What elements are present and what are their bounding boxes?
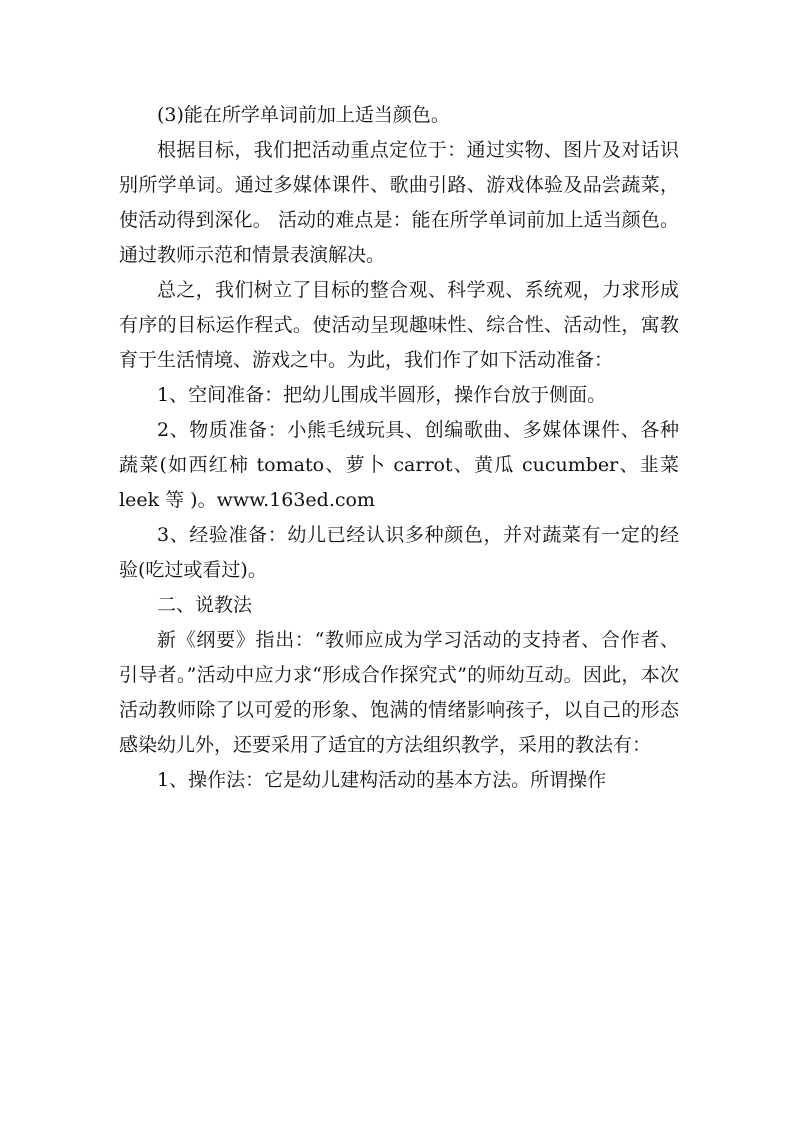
paragraph-guidelines: 新《纲要》指出：“教师应成为学习活动的支持者、合作者、引导者。”活动中应力求“形成合作探究式”的师幼互动。因此，本次活动教师除了以可爱的形象、饱满的情绪影响孩子，以自己的形态感染幼儿外，还要采用了适宜的方法组织教学，采用的教法有： [119,629,679,756]
paragraph-goal-3: (3)能在所学单词前加上适当颜色。 [157,104,450,126]
section-heading-teaching-methods: 二、说教法 [157,594,253,616]
paragraph-material-preparation: 2、物质准备：小熊毛绒玩具、创编歌曲、多媒体课件、各种蔬菜(如西红柿 tomato、萝卜 carrot、黄瓜 cucumber、韭菜 leek 等 )。www.163ed.com [119,419,679,511]
paragraph-operation-method: 1、操作法：它是幼儿建构活动的基本方法。所谓操作 [157,769,607,791]
document-body [119,98,679,798]
paragraph-key-points: 根据目标，我们把活动重点定位于：通过实物、图片及对话识别所学单词。通过多媒体课件、歌曲引路、游戏体验及品尝蔬菜，使活动得到深化。 活动的难点是：能在所学单词前加上适当颜色。通过教师示范和情景表演解决。 [119,139,679,266]
paragraph-space-preparation: 1、空间准备：把幼儿围成半圆形，操作台放于侧面。 [157,384,607,406]
paragraph-summary: 总之，我们树立了目标的整合观、科学观、系统观，力求形成有序的目标运作程式。使活动呈现趣味性、综合性、活动性，寓教育于生活情境、游戏之中。为此，我们作了如下活动准备： [119,279,679,371]
paragraph-experience-preparation: 3、经验准备：幼儿已经认识多种颜色，并对蔬菜有一定的经验(吃过或看过)。 [119,524,679,581]
